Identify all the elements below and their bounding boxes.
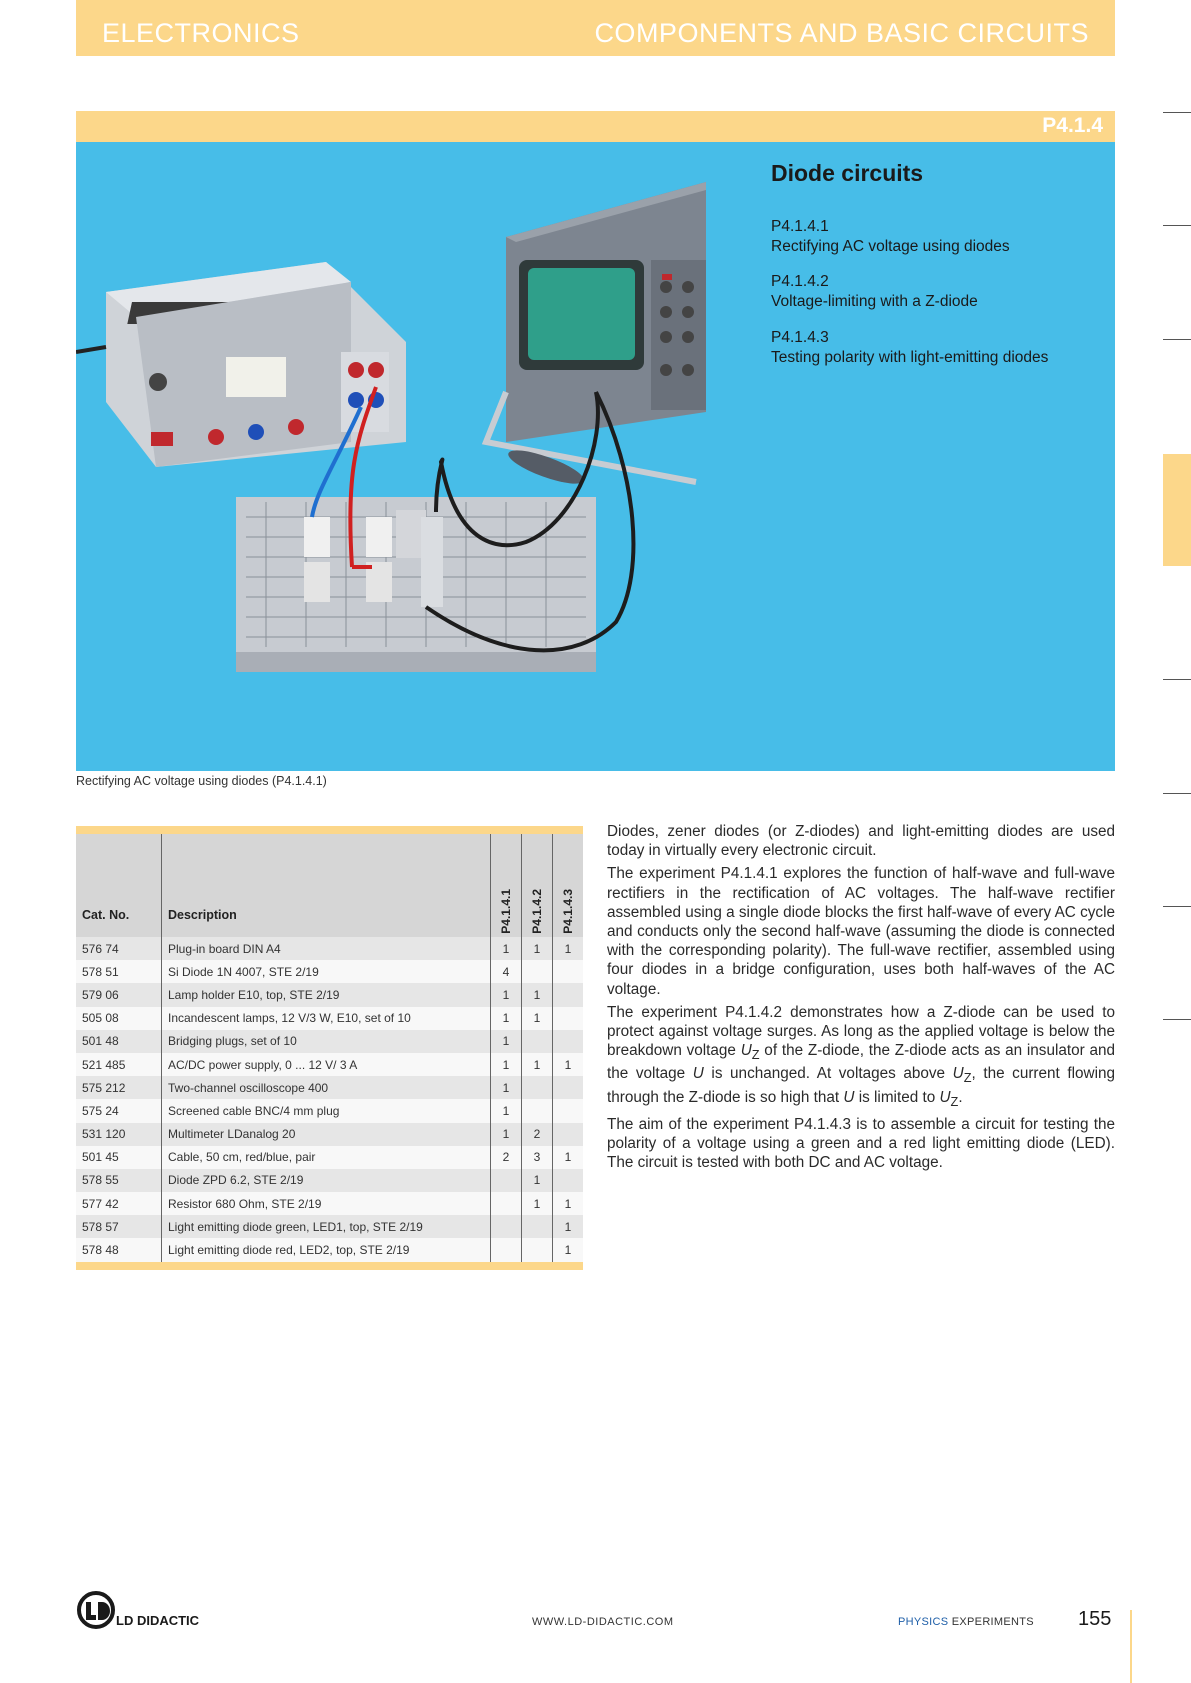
cell-qty-exp3 <box>553 1169 584 1192</box>
cell-description: AC/DC power supply, 0 ... 12 V/ 3 A <box>162 1053 491 1076</box>
cell-qty-exp3: 1 <box>553 1053 584 1076</box>
cell-qty-exp2 <box>522 1215 553 1238</box>
header-band <box>76 0 1115 56</box>
header-category: ELECTRONICS <box>102 18 300 48</box>
paragraph-intro: Diodes, zener diodes (or Z-diodes) and light-emitting diodes are used today in virtually every electronic circuit. <box>607 823 1115 860</box>
cell-qty-exp1: 2 <box>491 1146 522 1169</box>
footer-series: PHYSICS EXPERIMENTS <box>898 1616 1034 1628</box>
body-text <box>607 822 1115 1177</box>
table-row <box>76 1238 583 1261</box>
cell-qty-exp1 <box>491 1215 522 1238</box>
cell-cat-no: 575 24 <box>76 1099 162 1122</box>
index-tab-active <box>1163 454 1191 566</box>
col-header-exp1: P4.1.4.1 <box>491 834 522 937</box>
photo-caption: Rectifying AC voltage using diodes (P4.1.4.1) <box>76 774 327 788</box>
cell-qty-exp3: 1 <box>553 1192 584 1215</box>
cell-qty-exp2: 1 <box>522 1053 553 1076</box>
cell-qty-exp1: 1 <box>491 1123 522 1146</box>
cell-cat-no: 501 45 <box>76 1146 162 1169</box>
cell-qty-exp3 <box>553 1076 584 1099</box>
table-row <box>76 1146 583 1169</box>
cell-qty-exp2: 1 <box>522 1007 553 1030</box>
cell-qty-exp2 <box>522 1076 553 1099</box>
cell-cat-no: 501 48 <box>76 1030 162 1053</box>
section-code-band <box>76 111 1115 142</box>
experiment-name: Testing polarity with light-emitting diodes <box>771 349 1049 366</box>
cell-qty-exp1: 1 <box>491 1053 522 1076</box>
footer-url[interactable]: WWW.LD-DIDACTIC.COM <box>532 1616 674 1628</box>
cell-qty-exp2: 1 <box>522 1192 553 1215</box>
cell-description: Lamp holder E10, top, STE 2/19 <box>162 983 491 1006</box>
cell-cat-no: 578 48 <box>76 1238 162 1261</box>
cell-qty-exp1: 1 <box>491 1030 522 1053</box>
cell-qty-exp1: 1 <box>491 937 522 960</box>
cell-qty-exp3: 1 <box>553 1238 584 1261</box>
experiment-code: P4.1.4.1 <box>771 218 829 235</box>
cell-description: Si Diode 1N 4007, STE 2/19 <box>162 960 491 983</box>
col-header-exp2: P4.1.4.2 <box>522 834 553 937</box>
col-header-desc: Description <box>162 834 491 937</box>
equipment-table <box>76 826 583 1270</box>
cell-qty-exp2: 3 <box>522 1146 553 1169</box>
table-row <box>76 1076 583 1099</box>
table-row <box>76 1123 583 1146</box>
cell-description: Incandescent lamps, 12 V/3 W, E10, set of 10 <box>162 1007 491 1030</box>
experiment-photo <box>76 142 706 771</box>
index-tick <box>1163 906 1191 907</box>
col-header-exp3: P4.1.4.3 <box>553 834 584 937</box>
page-number: 155 <box>1078 1608 1112 1630</box>
index-tick <box>1163 679 1191 680</box>
cell-qty-exp2 <box>522 1099 553 1122</box>
experiment-code: P4.1.4.2 <box>771 273 829 290</box>
cell-qty-exp3 <box>553 983 584 1006</box>
cell-description: Light emitting diode green, LED1, top, STE 2/19 <box>162 1215 491 1238</box>
cell-cat-no: 575 212 <box>76 1076 162 1099</box>
table-row <box>76 960 583 983</box>
table-bottom-bar <box>76 1262 583 1270</box>
cell-description: Diode ZPD 6.2, STE 2/19 <box>162 1169 491 1192</box>
cell-qty-exp1: 1 <box>491 1007 522 1030</box>
cell-qty-exp3: 1 <box>553 1215 584 1238</box>
table-row <box>76 1169 583 1192</box>
cell-qty-exp3: 1 <box>553 1146 584 1169</box>
ld-logo-icon <box>76 1590 116 1630</box>
table-row <box>76 1215 583 1238</box>
paragraph-exp3: The aim of the experiment P4.1.4.3 is to assemble a circuit for testing the polarity of a voltage using a green and a red light emitting diode (LED). The circuit is tested with both DC and AC voltage. <box>607 1115 1115 1172</box>
col-header-cat: Cat. No. <box>76 834 162 937</box>
cell-qty-exp2: 2 <box>522 1123 553 1146</box>
cell-qty-exp3 <box>553 1099 584 1122</box>
cell-description: Plug-in board DIN A4 <box>162 937 491 960</box>
cell-cat-no: 577 42 <box>76 1192 162 1215</box>
experiment-2 <box>771 272 978 312</box>
experiment-code: P4.1.4.3 <box>771 329 829 346</box>
cell-qty-exp2 <box>522 1030 553 1053</box>
cell-description: Screened cable BNC/4 mm plug <box>162 1099 491 1122</box>
cell-description: Resistor 680 Ohm, STE 2/19 <box>162 1192 491 1215</box>
cell-qty-exp3 <box>553 1007 584 1030</box>
table-header-row <box>76 834 583 937</box>
cell-qty-exp2 <box>522 960 553 983</box>
cell-qty-exp1: 1 <box>491 1099 522 1122</box>
table-row <box>76 1099 583 1122</box>
cell-qty-exp1: 1 <box>491 1076 522 1099</box>
table-row <box>76 1030 583 1053</box>
cell-qty-exp3 <box>553 960 584 983</box>
cell-cat-no: 521 485 <box>76 1053 162 1076</box>
table-top-bar <box>76 826 583 834</box>
cell-qty-exp1: 1 <box>491 983 522 1006</box>
header-subcategory: COMPONENTS AND BASIC CIRCUITS <box>594 18 1089 48</box>
index-tick <box>1163 112 1191 113</box>
cell-cat-no: 578 51 <box>76 960 162 983</box>
cell-cat-no: 578 55 <box>76 1169 162 1192</box>
cell-description: Cable, 50 cm, red/blue, pair <box>162 1146 491 1169</box>
cell-qty-exp3 <box>553 1030 584 1053</box>
cell-qty-exp2: 1 <box>522 937 553 960</box>
logo-text: LD DIDACTIC <box>116 1613 200 1628</box>
cell-description: Two-channel oscilloscope 400 <box>162 1076 491 1099</box>
cell-qty-exp2: 1 <box>522 983 553 1006</box>
cell-qty-exp1 <box>491 1169 522 1192</box>
experiment-1 <box>771 217 1010 257</box>
index-tick <box>1163 225 1191 226</box>
cell-cat-no: 576 74 <box>76 937 162 960</box>
cell-qty-exp3 <box>553 1123 584 1146</box>
cell-qty-exp2 <box>522 1238 553 1261</box>
experiment-3 <box>771 328 1048 368</box>
cell-qty-exp2: 1 <box>522 1169 553 1192</box>
index-tick <box>1163 1019 1191 1020</box>
table-row <box>76 1192 583 1215</box>
table-row <box>76 1053 583 1076</box>
cell-cat-no: 531 120 <box>76 1123 162 1146</box>
paragraph-exp1: The experiment P4.1.4.1 explores the function of half-wave and full-wave rectifiers in the rectification of AC voltages. The half-wave rectifier assembled using a single diode blocks the first half-wave of every AC cycle and conducts only the second half-wave (assuming the diode is connected with the corresponding polarity). The full-wave rectifier, assembled using four diodes in a bridge configuration, uses both half-waves of the AC voltage. <box>607 865 1115 998</box>
section-code: P4.1.4 <box>1042 114 1103 137</box>
paragraph-exp2: The experiment P4.1.4.2 demonstrates how a Z-diode can be used to protect against voltage surges. As long as the applied voltage is below the breakdown voltage $U_Z$ of the Z-diode, the Z-diode acts as an insulator and the voltage U is unchanged. At voltages above $U_Z$, the current flowing through the Z-diode is so high that U is limited to $U_Z$. <box>607 1003 1115 1109</box>
cell-cat-no: 579 06 <box>76 983 162 1006</box>
experiment-name: Voltage-limiting with a Z-diode <box>771 293 978 310</box>
page-title: Diode circuits <box>771 160 924 186</box>
footer-accent-line <box>1130 1610 1132 1683</box>
cell-qty-exp3: 1 <box>553 937 584 960</box>
cell-qty-exp1: 4 <box>491 960 522 983</box>
cell-description: Multimeter LDanalog 20 <box>162 1123 491 1146</box>
experiment-name: Rectifying AC voltage using diodes <box>771 238 1010 255</box>
cell-description: Bridging plugs, set of 10 <box>162 1030 491 1053</box>
index-tick <box>1163 793 1191 794</box>
index-tick <box>1163 339 1191 340</box>
cell-qty-exp1 <box>491 1238 522 1261</box>
cell-cat-no: 505 08 <box>76 1007 162 1030</box>
table-row <box>76 983 583 1006</box>
cell-cat-no: 578 57 <box>76 1215 162 1238</box>
table-row <box>76 1007 583 1030</box>
cell-qty-exp1 <box>491 1192 522 1215</box>
table-row <box>76 937 583 960</box>
cell-description: Light emitting diode red, LED2, top, STE 2/19 <box>162 1238 491 1261</box>
